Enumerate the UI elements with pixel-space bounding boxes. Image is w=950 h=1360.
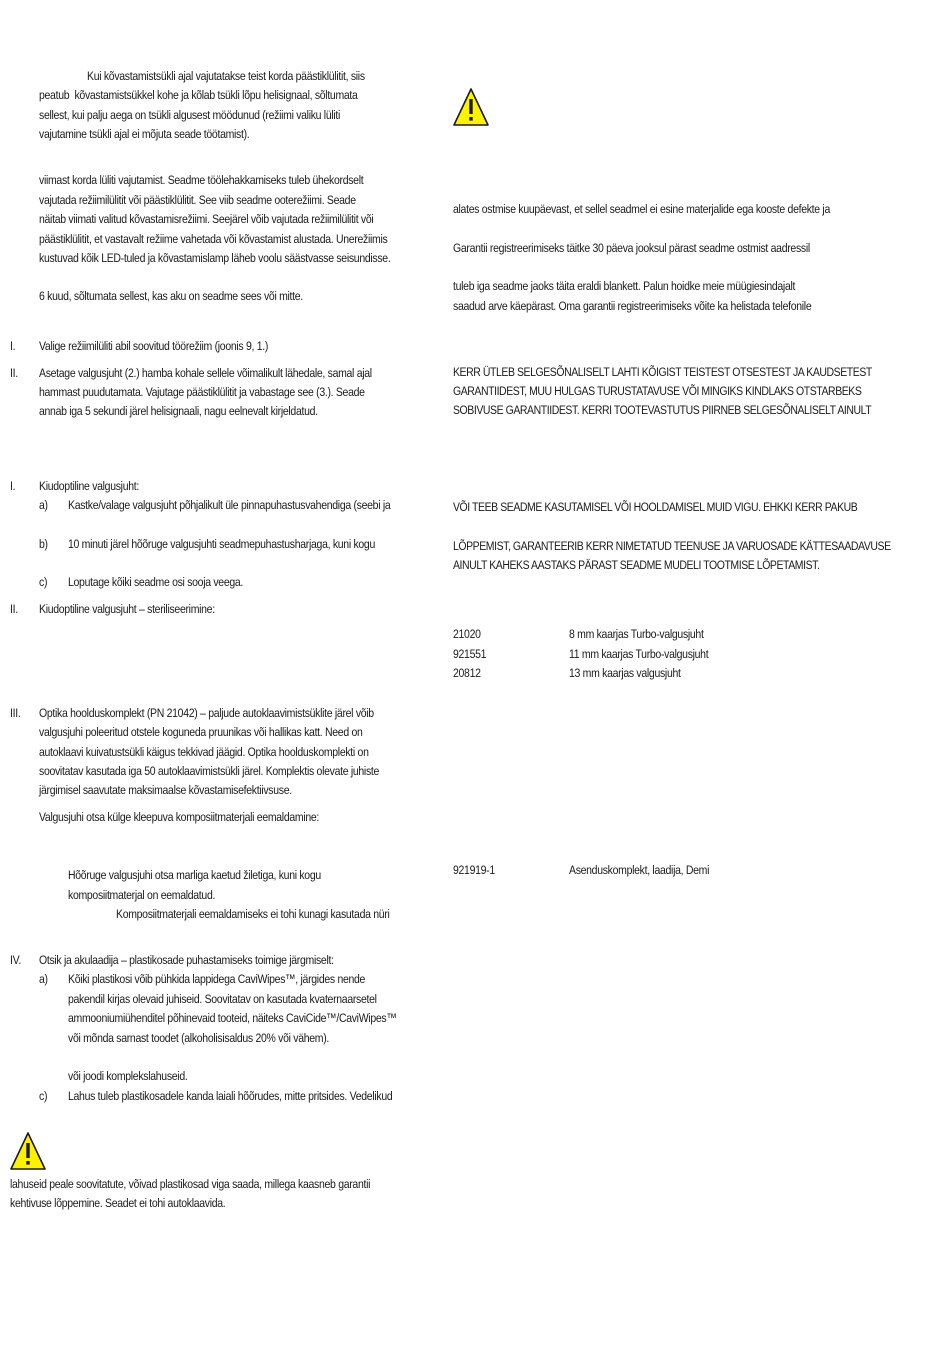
text-line: viimast korda lüliti vajutamist. Seadme töölehakkamiseks tuleb ühekordselt <box>39 173 364 187</box>
part-description: 8 mm kaarjas Turbo-valgusjuht <box>569 627 704 641</box>
disclaimer-text: VÕI TEEB SEADME KASUTAMISEL VÕI HOOLDAMISEL MUID VIGU. EHKKI KERR PAKUB <box>453 500 858 514</box>
text-line: näitab viimati valitud kõvastamisrežiimi. Seejärel võib vajutada režiimilülitit või <box>39 212 374 226</box>
list-item: Loputage kõiki seadme osi sooja veega. <box>68 575 244 589</box>
warranty-text: tuleb iga seadme jaoks täita eraldi blankett. Palun hoidke meie müügiesindajalt <box>453 279 796 293</box>
instruction-text: Hõõruge valgusjuhi otsa marliga kaetud žiletiga, kuni kogu <box>68 868 321 882</box>
disclaimer-text: KERR ÜTLEB SELGESÕNALISELT LAHTI KÕIGIST TEISTEST OTSESTEST JA KAUDSETEST <box>453 365 872 379</box>
list-item: 10 minuti järel hõõruge valgusjuhti seadmepuhastusharjaga, kuni kogu <box>68 537 375 551</box>
section-number: III. <box>10 706 21 720</box>
text-line: sellest, kui palju aega on tsükli algusest möödunud (režiimi valiku lüliti <box>39 108 341 122</box>
battery-note: 6 kuud, sõltumata sellest, kas aku on seadme sees või mitte. <box>39 289 303 303</box>
list-marker: c) <box>39 1089 48 1103</box>
list-item: või mõnda sarnast toodet (alkoholisisaldus 20% või vähem). <box>68 1031 330 1045</box>
section-number: I. <box>10 479 16 493</box>
list-item: või joodi komplekslahuseid. <box>68 1069 188 1083</box>
text-line: kustuvad kõik LED-tuled ja kõvastamislamp läheb voolu säästvasse seisundisse. <box>39 251 391 265</box>
list-item: Lahus tuleb plastikosadele kanda laiali hõõrudes, mitte pritsides. Vedelikud <box>68 1089 393 1103</box>
list-item: Kastke/valage valgusjuht põhjalikult üle pinnapuhastusvahendiga (seebi ja <box>68 498 391 512</box>
warning-text: lahuseid peale soovitatute, võivad plastikosad viga saada, millega kaasneb garantii <box>10 1177 371 1191</box>
part-description: 11 mm kaarjas Turbo-valgusjuht <box>569 647 709 661</box>
warranty-text: alates ostmise kuupäevast, et sellel seadmel ei esine materjalide ega kooste defekte ja <box>453 202 830 216</box>
disclaimer-text: LÕPPEMIST, GARANTEERIB KERR NIMETATUD TEENUSE JA VARUOSADE KÄTTESAADAVUSE <box>453 539 891 553</box>
part-code: 921551 <box>453 647 487 661</box>
section-title: Kiudoptiline valgusjuht – steriliseerimine: <box>39 602 215 616</box>
disclaimer-text: AINULT KAHEKS AASTAKS PÄRAST SEADME MUDELI TOOTMISE LÕPETAMIST. <box>453 558 820 572</box>
section-number: IV. <box>10 953 21 967</box>
section-text: valgusjuhi poleeritud otstele koguneda pruunikas või hallikas katt. Need on <box>39 725 363 739</box>
section-text: autoklaavi kuivatustsükli käigus tekkivad jäägid. Optika hoolduskomplekti on <box>39 745 369 759</box>
section-title: Otsik ja akulaadija – plastikosade puhastamiseks toimige järgmiselt: <box>39 953 334 967</box>
step-text: Valige režiimilüliti abil soovitud töörežiim (joonis 9, 1.) <box>39 339 269 353</box>
step-text: annab iga 5 sekundi järel helisignaali, nagu eelnevalt kirjeldatud. <box>39 404 318 418</box>
list-marker: a) <box>39 972 48 986</box>
part-description: Asenduskomplekt, laadija, Demi <box>569 863 710 877</box>
instruction-text: komposiitmaterjal on eemaldatud. <box>68 888 216 902</box>
step-text: Asetage valgusjuht (2.) hamba kohale sellele võimalikult lähedale, samal ajal <box>39 366 372 380</box>
text-line: vajutamine tsükli ajal ei mõjuta seade töötamist). <box>39 127 250 141</box>
step-number: I. <box>10 339 16 353</box>
step-number: II. <box>10 366 18 380</box>
part-code: 20812 <box>453 666 481 680</box>
disclaimer-text: SOBIVUSE GARANTIIDEST. KERRI TOOTEVASTUTUS PIIRNEB SELGESÕNALISELT AINULT <box>453 403 872 417</box>
disclaimer-text: GARANTIIDEST, MUU HULGAS TURUSTATAVUSE VÕI MINGIKS KINDLAKS OTSTARBEKS <box>453 384 862 398</box>
warranty-text: Garantii registreerimiseks täitke 30 päeva jooksul pärast seadme ostmist aadressil <box>453 241 810 255</box>
warning-icon <box>9 1131 47 1171</box>
list-item: ammooniumiühenditel põhinevaid tooteid, näiteks CaviCide™/CaviWipes™ <box>68 1011 397 1025</box>
warranty-text: saadud arve käepärast. Oma garantii registreerimiseks võite ka helistada telefonile <box>453 299 812 313</box>
list-marker: b) <box>39 537 48 551</box>
part-code: 921919-1 <box>453 863 495 877</box>
section-text: Optika hoolduskomplekt (PN 21042) – paljude autoklaavimistsüklite järel võib <box>39 706 374 720</box>
list-item: pakendil kirjas olevaid juhiseid. Soovitatav on kasutada kvaternaarsetel <box>68 992 377 1006</box>
warning-text: kehtivuse lõppemine. Seadet ei tohi autoklaavida. <box>10 1196 226 1210</box>
warning-icon <box>452 87 490 127</box>
step-text: hammast puudutamata. Vajutage päästiklülitit ja vabastage see (3.). Seade <box>39 385 365 399</box>
section-number: II. <box>10 602 18 616</box>
text-line: vajutada režiimilülitit või päästiklülitit. See viib seadme ooterežiimi. Seade <box>39 193 356 207</box>
list-marker: c) <box>39 575 48 589</box>
caution-text: Komposiitmaterjali eemaldamiseks ei tohi kunagi kasutada nüri <box>116 907 390 921</box>
list-item: Kõiki plastikosi võib pühkida lappidega CaviWipes™, järgides nende <box>68 972 366 986</box>
text-line: peatub kõvastamistsükkel kohe ja kõlab tsükli lõpu helisignaal, sõltumata <box>39 88 358 102</box>
section-title: Kiudoptiline valgusjuht: <box>39 479 140 493</box>
text-line: Kui kõvastamistsükli ajal vajutatakse teist korda päästiklülitit, siis <box>87 69 365 83</box>
subsection-title: Valgusjuhi otsa külge kleepuva komposiitmaterjali eemaldamine: <box>39 810 320 824</box>
text-line: päästiklülitit, et vastavalt režiime vahetada või kõvastamist alustada. Unerežiimis <box>39 232 388 246</box>
list-marker: a) <box>39 498 48 512</box>
part-description: 13 mm kaarjas valgusjuht <box>569 666 681 680</box>
section-text: järgimisel saavutate maksimaalse kõvastamisefektiivsuse. <box>39 783 292 797</box>
section-text: soovitatav kasutada iga 50 autoklaavimistsükli järel. Komplektis olevate juhiste <box>39 764 380 778</box>
part-code: 21020 <box>453 627 481 641</box>
